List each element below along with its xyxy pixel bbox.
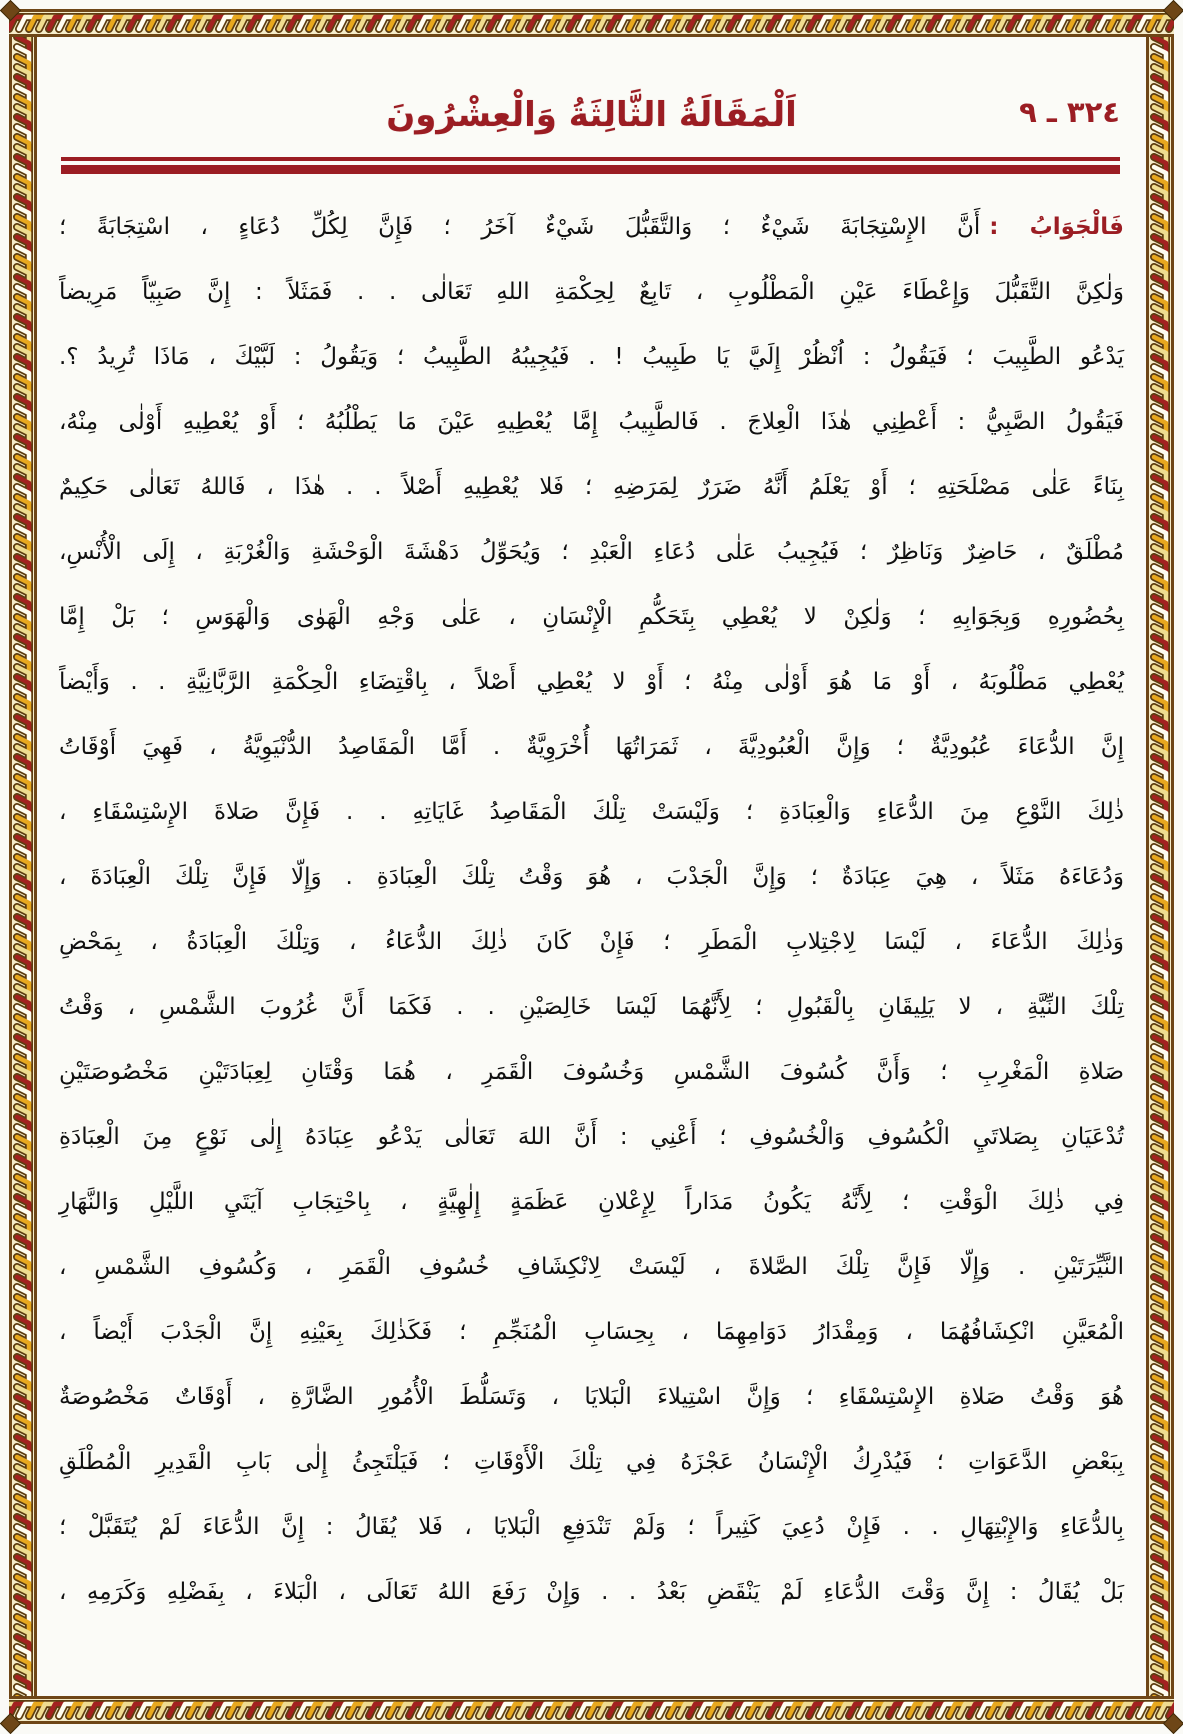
text-line: يُعْطِي مَطْلُوبَهُ ، أَوْ مَا هُوَ أَوْلٰى مِنْهُ ؛ أَوْ لا يُعْطِي أَصْلاً ، بِاقْتِضَاءِ الْحِكْمَةِ الرَّبَّانِيَّةِ . . وَأَيْضاً	[59, 669, 1124, 695]
text-line: بِبَعْضِ الدَّعَوَاتِ ؛ فَيُدْرِكُ الْإِنْسَانُ عَجْزَهُ فِي تِلْكَ الْأَوْقَاتِ ؛ فَيَلْتَجِئُ إِلٰى بَابِ الْقَدِيرِ الْمُطْلَقِ	[59, 1449, 1124, 1475]
text-line: النَّيِّرَتَيْنِ . وَإِلّا فَإِنَّ تِلْكَ الصَّلاةَ ، لَيْسَتْ لِانْكِشَافِ خُسُوفِ الْقَمَرِ ، وَكُسُوفِ الشَّمْسِ ،	[59, 1254, 1124, 1280]
border-ornament-right	[1146, 37, 1174, 1696]
page-number: ٣٢٤ ـ ٩	[1019, 95, 1120, 129]
text-line: تِلْكَ النِّيَّةِ ، لا يَلِيقَانِ بِالْقَبُولِ ؛ لِأَنَّهُمَا لَيْسَا خَالِصَيْنِ . . فَكَمَا أَنَّ غُرُوبَ الشَّمْسِ ، وَقْتُ	[59, 994, 1124, 1020]
text-line: بِحُضُورِهِ وَبِجَوَابِهِ ؛ وَلٰكِنْ لا يُعْطِي بِتَحَكُّمِ الْإِنْسَانِ ، عَلٰى وَجْهِ الْهَوٰى وَالْهَوَسِ ؛ بَلْ إِمَّا	[59, 604, 1124, 630]
lead-word: فَالْجَوَابُ :	[989, 214, 1124, 240]
text-line: فَيَقُولُ الصَّبِيُّ : أَعْطِنِي هٰذَا الْعِلاجَ . فَالطَّبِيبُ إِمَّا يُعْطِيهِ عَيْنَ مَا يَطْلُبُهُ ؛ أَوْ يُعْطِيهِ أَوْلٰى مِنْهُ،	[59, 409, 1124, 435]
text-line: يَدْعُو الطَّبِيبَ ؛ فَيَقُولُ : اُنْظُرْ إِلَيَّ يَا طَبِيبُ ! . فَيُجِيبُهُ الطَّبِيبُ ؛ وَيَقُولُ : لَبَّيْكَ ، مَاذَا تُرِيدُ ؟.	[59, 344, 1124, 370]
border-ornament-left	[9, 37, 37, 1696]
text-line: وَلٰكِنَّ التَّقَبُّلَ وَإِعْطَاءَ عَيْنِ الْمَطْلُوبِ ، تَابِعٌ لِحِكْمَةِ اللهِ تَعَالٰى . . فَمَثَلاً : إِنَّ صَبِيّاً مَرِيضاً	[59, 279, 1124, 305]
text-line: مُطْلَقٌ ، حَاضِرٌ وَنَاظِرٌ ؛ فَيُجِيبُ عَلٰى دُعَاءِ الْعَبْدِ ؛ وَيُحَوِّلُ دَهْشَةَ الْوَحْشَةِ وَالْغُرْبَةِ ، إِلَى الْأُنْسِ،	[59, 539, 1124, 565]
text-line: بَلْ يُقَالُ : إِنَّ وَقْتَ الدُّعَاءِ لَمْ يَنْقَضِ بَعْدُ . . وَإِنْ رَفَعَ اللهُ تَعَالَى ، الْبَلاءَ ، بِفَضْلِهِ وَكَرَمِهِ ،	[59, 1579, 1124, 1605]
text-line: بِنَاءً عَلٰى مَصْلَحَتِهِ ؛ أَوْ يَعْلَمُ أَنَّهُ ضَرَرٌ لِمَرَضِهِ ؛ فَلا يُعْطِيهِ أَصْلاً . . هٰذَا ، فَاللهُ تَعَالٰى حَكِيمٌ	[59, 474, 1124, 500]
text-line: فِي ذٰلِكَ الْوَقْتِ ؛ لِأَنَّهُ يَكُونُ مَدَاراً لِإِعْلانِ عَظَمَةٍ إِلٰهِيَّةٍ ، بِاحْتِجَابِ آيَتَيِ اللَّيْلِ وَالنَّهَارِ	[59, 1189, 1124, 1215]
line-text: أَنَّ الإِسْتِجَابَةَ شَيْءٌ ؛ وَالتَّقَبُّلَ شَيْءٌ آخَرُ ؛ فَإِنَّ لِكُلِّ دُعَاءٍ ، اسْتِجَابَةً ؛	[59, 214, 981, 240]
page-header	[37, 87, 1146, 143]
text-line: الْمُعَيَّنِ انْكِشَافُهُمَا ، وَمِقْدَارُ دَوَامِهِمَا ، بِحِسَابِ الْمُنَجِّمِ ؛ فَكَذٰلِكَ بِعَيْنِهِ إِنَّ الْجَدْبَ أَيْضاً ،	[59, 1319, 1124, 1345]
text-line: هُوَ وَقْتُ صَلاةِ الإِسْتِسْقَاءِ ؛ وَإِنَّ اسْتِيلاءَ الْبَلايَا ، وَتَسَلُّطَ الْأُمُورِ الضَّارَّةِ ، أَوْقَاتٌ مَخْصُوصَةٌ	[59, 1384, 1124, 1410]
border-ornament-top	[9, 9, 1174, 37]
text-line: تُدْعَيَانِ بِصَلاتَيِ الْكُسُوفِ وَالْخُسُوفِ ؛ أَعْنِي : أَنَّ اللهَ تَعَالٰى يَدْعُو عِبَادَهُ إِلٰى نَوْعٍ مِنَ الْعِبَادَةِ	[59, 1124, 1124, 1150]
text-line: صَلاةِ الْمَغْرِبِ ؛ وَأَنَّ كُسُوفَ الشَّمْسِ وَخُسُوفَ الْقَمَرِ ، هُمَا وَقْتَانِ لِعِبَادَتَيْنِ مَخْصُوصَتَيْنِ	[59, 1059, 1124, 1085]
text-line: بِالدُّعَاءِ وَالإِبْتِهَالِ . . فَإِنْ دُعِيَ كَثِيراً ؛ وَلَمْ تَنْدَفِعِ الْبَلايَا ، فَلا يُقَالُ : إِنَّ الدُّعَاءَ لَمْ يُتَقَبَّلْ ؛	[59, 1514, 1124, 1540]
text-line: ذٰلِكَ النَّوْعِ مِنَ الدُّعَاءِ وَالْعِبَادَةِ ؛ وَلَيْسَتْ تِلْكَ الْمَقَاصِدُ غَايَاتِهِ . . فَإِنَّ صَلاةَ الإِسْتِسْقَاءِ ،	[59, 799, 1124, 825]
page-content	[37, 37, 1146, 1696]
header-rule	[61, 157, 1120, 174]
text-line: وَدُعَاءَهُ مَثَلاً ، هِيَ عِبَادَةٌ ؛ وَإِنَّ الْجَدْبَ ، هُوَ وَقْتُ تِلْكَ الْعِبَادَةِ . وَإِلّا فَإِنَّ تِلْكَ الْعِبَادَةَ ،	[59, 864, 1124, 890]
text-line	[59, 195, 1124, 260]
header-rule-thick-line	[61, 165, 1120, 174]
border-ornament-bottom	[9, 1696, 1174, 1724]
page-title: اَلْمَقَالَةُ الثَّالِثَةُ وَالْعِشْرُونَ	[386, 95, 797, 135]
text-line: وَذٰلِكَ الدُّعَاءَ ، لَيْسَا لِاجْتِلابِ الْمَطَرِ ؛ فَإِنْ كَانَ ذٰلِكَ الدُّعَاءُ ، وَتِلْكَ الْعِبَادَةُ ، بِمَحْضِ	[59, 929, 1124, 955]
text-line: إِنَّ الدُّعَاءَ عُبُودِيَّةٌ ؛ وَإِنَّ الْعُبُودِيَّةَ ، ثَمَرَاتُهَا أُخْرَوِيَّةٌ . أَمَّا الْمَقَاصِدُ الدُّنْيَوِيَّةُ ، فَهِيَ أَوْقَاتُ	[59, 734, 1124, 760]
body-text	[59, 195, 1124, 1625]
